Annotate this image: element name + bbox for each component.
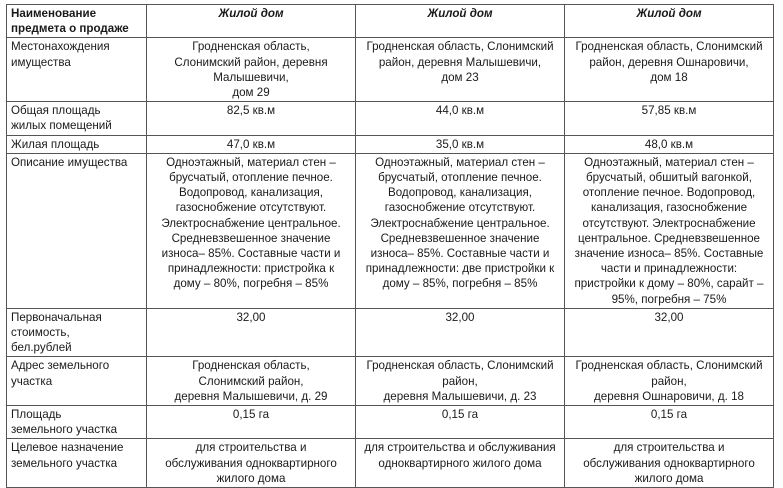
cell-plot-area-2 bbox=[356, 406, 565, 439]
cell-plot-purpose-1 bbox=[147, 439, 356, 488]
cell-location-2 bbox=[356, 38, 565, 102]
table-row-living-area bbox=[7, 135, 774, 153]
cell-text: Гродненская область, Слонимский район, деревня Ошнаровичи, дом 18 bbox=[575, 40, 763, 84]
row-label-plot-area bbox=[7, 406, 147, 439]
cell-plot-purpose-2 bbox=[356, 439, 565, 488]
cell-text: Одноэтажный, материал стен – брусчатый, обшитый вагонкой, отопление печное. Водопровод, канализация, газоснобжение отсутствуют. Электроснабжение центральное. Средневзвешенное значение износа– 85%. Составные части и принадлежности: пристройки к дому – 80%, сарайт – 95%, погребня – 75% bbox=[574, 155, 764, 306]
header-label-cell bbox=[7, 5, 147, 38]
cell-text: 82,5 кв.м bbox=[226, 104, 276, 118]
cell-text: Гродненская область, Слонимский район, деревня Малышевичи, дом 29 bbox=[174, 40, 328, 100]
cell-text: 32,00 bbox=[445, 310, 475, 324]
cell-text: 57,85 кв.м bbox=[641, 104, 697, 118]
cell-location-3 bbox=[565, 38, 774, 102]
row-label-text: Жилая площадь bbox=[11, 137, 100, 151]
cell-plot-address-1 bbox=[147, 357, 356, 406]
row-label-description bbox=[7, 153, 147, 308]
cell-text: для строительства и обслуживания одноквартирного жилого дома bbox=[583, 441, 755, 485]
header-label: Наименование предмета о продаже bbox=[11, 7, 129, 36]
cell-text: Гродненская область, Слонимский район, деревня Малышевичи, дом 23 bbox=[366, 40, 554, 84]
cell-initial-cost-2 bbox=[356, 308, 565, 357]
row-label-location bbox=[7, 38, 147, 102]
row-label-text: Адрес земельного участка bbox=[11, 359, 110, 388]
row-label-text: Местонахождения имущества bbox=[11, 40, 110, 69]
cell-plot-address-3 bbox=[565, 357, 774, 406]
cell-total-area-3 bbox=[565, 102, 774, 135]
row-label-text: Площадь земельного участка bbox=[11, 408, 118, 437]
row-label-text: Первоначальная стоимость, бел.рублей bbox=[11, 310, 102, 355]
cell-initial-cost-3 bbox=[565, 308, 774, 357]
property-sale-table bbox=[6, 4, 774, 488]
table-row-location bbox=[7, 38, 774, 102]
row-label-text: Целевое назначение земельного участка bbox=[11, 441, 124, 470]
cell-text: 0,15 га bbox=[650, 408, 688, 422]
cell-description-3 bbox=[565, 153, 774, 308]
cell-living-area-1 bbox=[147, 135, 356, 153]
cell-plot-area-3 bbox=[565, 406, 774, 439]
cell-text: Гродненская область, Слонимский район, деревня Малышевичи, д. 29 bbox=[174, 359, 328, 403]
cell-description-2 bbox=[356, 153, 565, 308]
cell-text: Одноэтажный, материал стен – брусчатый, отопление печное. Водопровод, канализация, газоснобжение отсутствуют. Электроснабжение центральное. Средневзвешенное значение износа– 85%. Составные части и принадлежности: пристройка к дому – 80%, погребня – 85% bbox=[161, 155, 341, 291]
header-column-1: Жилой дом bbox=[147, 5, 356, 38]
row-label-initial-cost bbox=[7, 308, 147, 357]
cell-text: 35,0 кв.м bbox=[435, 137, 485, 151]
cell-location-1 bbox=[147, 38, 356, 102]
table-row-description bbox=[7, 153, 774, 308]
cell-total-area-1 bbox=[147, 102, 356, 135]
cell-text: 0,15 га bbox=[441, 408, 479, 422]
cell-text: Гродненская область, Слонимский район, деревня Малышевичи, д. 23 bbox=[366, 359, 554, 403]
cell-living-area-3 bbox=[565, 135, 774, 153]
cell-text: 0,15 га bbox=[232, 408, 270, 422]
table-row-plot-address bbox=[7, 357, 774, 406]
cell-initial-cost-1 bbox=[147, 308, 356, 357]
cell-text: 47,0 кв.м bbox=[226, 137, 276, 151]
table-row-initial-cost bbox=[7, 308, 774, 357]
table-row-total-area bbox=[7, 102, 774, 135]
row-label-total-area bbox=[7, 102, 147, 135]
cell-plot-area-1 bbox=[147, 406, 356, 439]
table-header-row bbox=[7, 5, 774, 38]
cell-text: 44,0 кв.м bbox=[435, 104, 485, 118]
cell-text: Одноэтажный, материал стен – брусчатый, отопление печное. Водопровод, канализация, газоснобжение отсутствуют. Электроснабжение центральное. Средневзвешенное значение износа– 85%. Составные части и принадлежности: две пристройки к дому – 85%, погребня – 85% bbox=[365, 155, 555, 291]
cell-living-area-2 bbox=[356, 135, 565, 153]
table-row-plot-area bbox=[7, 406, 774, 439]
cell-plot-purpose-3 bbox=[565, 439, 774, 488]
table-row-plot-purpose bbox=[7, 439, 774, 488]
cell-text: 32,00 bbox=[654, 310, 684, 324]
cell-total-area-2 bbox=[356, 102, 565, 135]
cell-text: для строительства и обслуживания одноквартирного жилого дома bbox=[364, 441, 556, 470]
cell-plot-address-2 bbox=[356, 357, 565, 406]
cell-text: 48,0 кв.м bbox=[644, 137, 694, 151]
cell-text: для строительства и обслуживания одноквартирного жилого дома bbox=[165, 441, 337, 485]
row-label-text: Общая площадь жилых помещений bbox=[11, 104, 112, 133]
cell-description-1 bbox=[147, 153, 356, 308]
header-column-2: Жилой дом bbox=[356, 5, 565, 38]
row-label-plot-address bbox=[7, 357, 147, 406]
row-label-living-area bbox=[7, 135, 147, 153]
cell-text: Гродненская область, Слонимский район, деревня Ошнаровичи, д. 18 bbox=[575, 359, 763, 403]
row-label-plot-purpose bbox=[7, 439, 147, 488]
row-label-text: Описание имущества bbox=[11, 155, 128, 169]
cell-text: 32,00 bbox=[236, 310, 266, 324]
header-column-3: Жилой дом bbox=[565, 5, 774, 38]
